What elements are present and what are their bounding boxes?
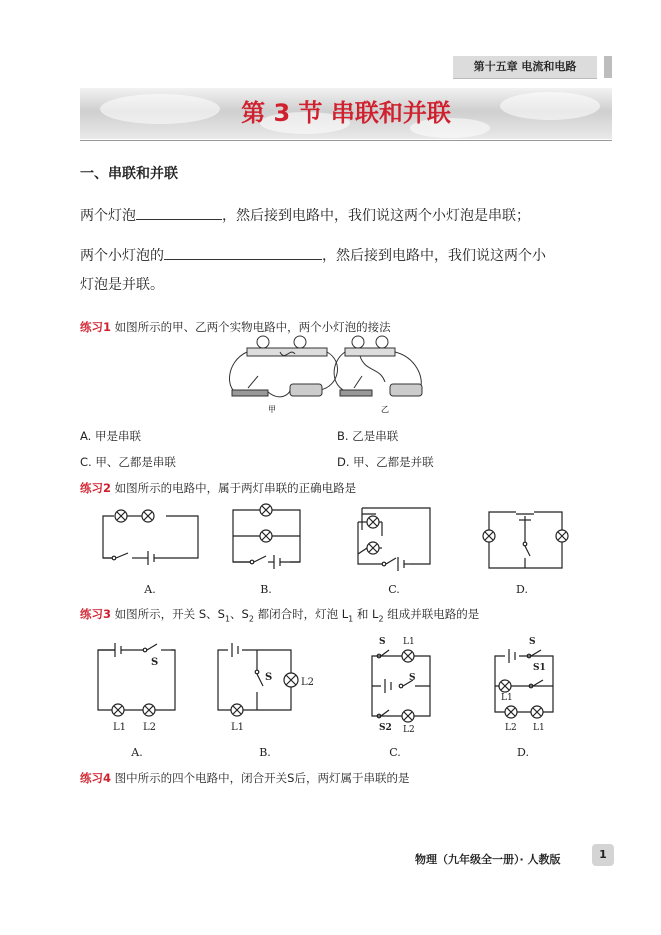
circuit-jia <box>230 336 338 397</box>
exercise-2-figures <box>90 500 580 600</box>
figure-label-3b: B. <box>259 746 271 759</box>
label-s2: S2 <box>379 723 392 733</box>
footer-book-title: 物理（九年级全一册）· 人教版 <box>415 853 561 866</box>
fill-in-line-1 <box>80 205 530 225</box>
label-l1: L1 <box>403 637 415 647</box>
figure-label-jia: 甲 <box>268 405 276 414</box>
circuit-3a <box>98 643 175 716</box>
label-s: S <box>265 672 273 683</box>
blank-field[interactable] <box>136 205 222 220</box>
fill-in-line-2 <box>80 245 546 265</box>
exercise-label: 练习4 <box>80 771 112 785</box>
exercise-label: 练习3 <box>80 607 112 621</box>
exercise-2-question <box>80 480 356 496</box>
exercise-1-figure <box>220 332 440 422</box>
page-title: 第 3 节 串联和并联 <box>241 99 451 127</box>
option-b[interactable]: B. 乙是串联 <box>337 429 399 443</box>
figure-label-c: C. <box>388 583 400 596</box>
circuit-b <box>233 504 300 569</box>
question-text: 如图所示的甲、乙两个实物电路中，两个小灯泡的接法 <box>114 320 391 334</box>
exercise-3-question <box>80 606 479 623</box>
chapter-tab-bar <box>604 56 612 78</box>
circuit-3b <box>218 643 298 716</box>
blank-field[interactable] <box>164 245 322 260</box>
label-l1: L1 <box>501 693 513 703</box>
label-l2: L2 <box>143 722 157 733</box>
exercise-label: 练习1 <box>80 320 112 334</box>
figure-label-b: B. <box>260 583 272 596</box>
label-l2: L2 <box>301 677 315 688</box>
text: 两个小灯泡的 <box>80 248 164 264</box>
option-a[interactable]: A. 甲是串联 <box>80 429 141 443</box>
option-c[interactable]: C. 甲、乙都是串联 <box>80 455 176 469</box>
exercise-4-question <box>80 770 409 786</box>
section-heading: 一、串联和并联 <box>80 166 178 182</box>
question-text: 如图所示的电路中，属于两灯串联的正确电路是 <box>114 481 357 495</box>
text: 两个灯泡 <box>80 208 136 224</box>
chapter-tab: 第十五章 电流和电路 <box>453 56 597 79</box>
option-d[interactable]: D. 甲、乙都是并联 <box>337 455 434 469</box>
text: ，然后接到电路中，我们说这两个小灯泡是串联； <box>222 208 530 224</box>
circuit-a <box>103 508 198 565</box>
label-l1: L1 <box>231 722 245 733</box>
figure-label-d: D. <box>516 583 528 596</box>
text: ，然后接到电路中，我们说这两个小 <box>322 248 546 264</box>
exercise-3-figures <box>85 630 575 760</box>
page-number: 1 <box>592 844 614 866</box>
figure-label-yi: 乙 <box>381 405 389 414</box>
title-rule <box>80 140 612 141</box>
label-l2: L2 <box>505 723 517 733</box>
circuit-d <box>483 510 568 568</box>
label-s: S <box>529 637 536 647</box>
circuit-c <box>358 508 430 571</box>
figure-label-a: A. <box>144 583 156 596</box>
figure-label-3c: C. <box>389 746 401 759</box>
label-l1: L1 <box>113 722 127 733</box>
label-s1: S <box>379 637 386 647</box>
circuit-3c <box>372 650 430 722</box>
fill-in-line-3: 灯泡是并联。 <box>80 277 164 293</box>
question-text: 图中所示的四个电路中，闭合开关S后，两灯属于串联的是 <box>114 771 410 785</box>
circuit-yi <box>334 336 422 396</box>
circuit-3d <box>495 649 553 718</box>
label-l2: L2 <box>403 725 415 735</box>
figure-label-3a: A. <box>131 746 143 759</box>
label-s1: S1 <box>533 663 546 673</box>
label-l1: L1 <box>533 723 545 733</box>
question-text: 如图所示，开关 S、$S_1$、$S_2$ 都闭合时，灯泡 $L_1$ 和 $L_2$ 组成并联电路的是 <box>114 607 480 624</box>
exercise-label: 练习2 <box>80 481 112 495</box>
label-s: S <box>409 673 416 683</box>
label-s: S <box>151 657 159 668</box>
figure-label-3d: D. <box>517 746 529 759</box>
